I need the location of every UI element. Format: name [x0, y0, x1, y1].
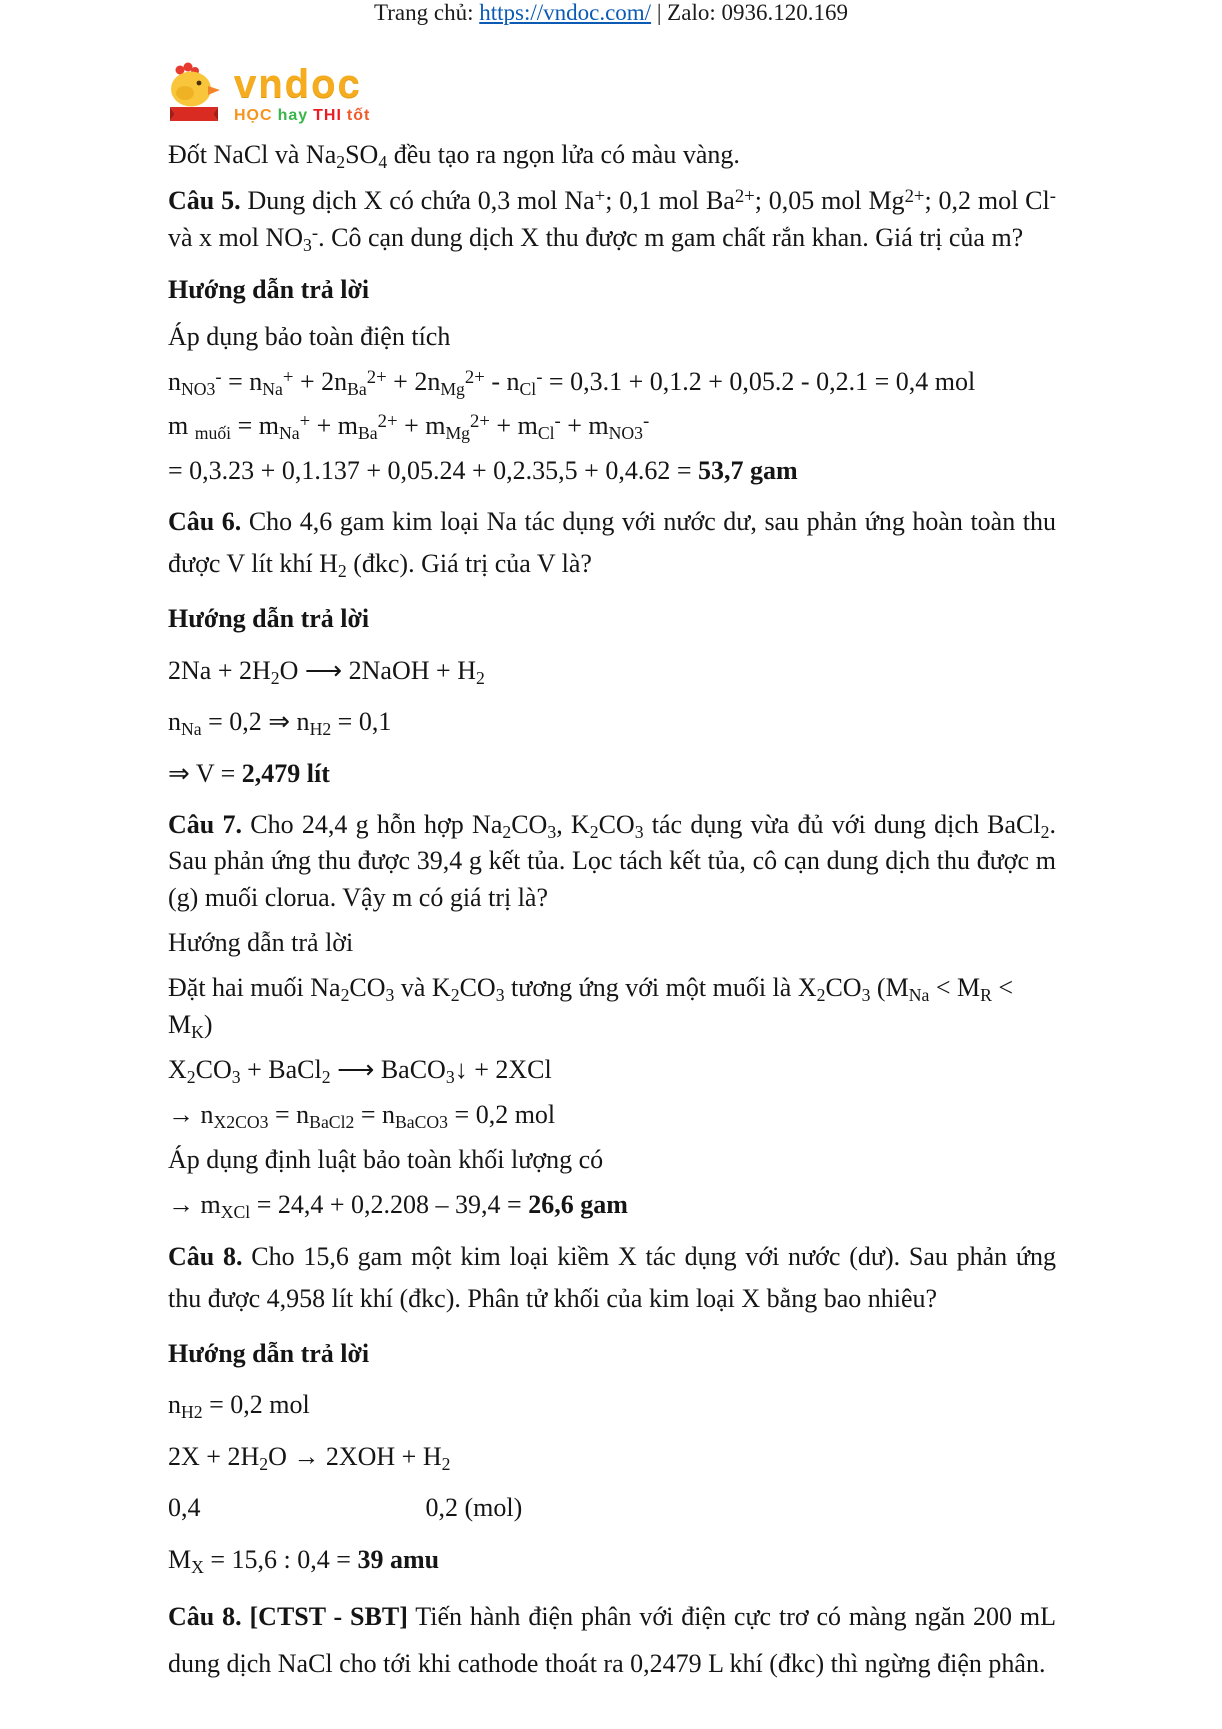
formula-m-salt: m $_{muối} = m_{Na}^+ + m_{Ba}^{2+} + m_{Mg}^{2+} + m_{Cl}^- + m_{NO3}^-$ — [168, 411, 650, 444]
question-5: Câu 5. Dung dịch X có chứa 0,3 mol Na+; 0,1 mol $Ba^{2+}$; 0,05 mol $Mg^{2+}$; 0,2 mol Cl- và x mol $NO_3^-$. Cô cạn dung dịch X thu được m gam chất rắn khan. Giá trị của m? — [168, 186, 1056, 255]
answer-heading-q6: Hướng dẫn trả lời — [168, 604, 370, 634]
equation-x2co3-bacl2: $X_2CO_3$ + BaCl$_2$ ⟶ BaCO$_3$↓ + 2XCl — [168, 1055, 552, 1088]
formula-n-h2: $n_{H2} = 0,2$ mol — [168, 1390, 310, 1423]
answer-heading-q8: Hướng dẫn trả lời — [168, 1339, 370, 1369]
note-flame-test: Đốt NaCl và $Na_2SO_4$ đều tạo ra ngọn lửa có màu vàng. — [168, 140, 740, 172]
logo-tagline-word: THI — [313, 107, 342, 124]
logo-tagline-word: hay — [277, 107, 309, 124]
page-footer — [0, 0, 1222, 26]
equation-x-water: $2X + 2H_2O \to 2XOH + H_2$ — [168, 1441, 451, 1474]
formula-n-no3: $n_{NO3}^- = n_{Na}^+ + 2n_{Ba}^{2+} + 2n_{Mg}^{2+} - n_{Cl}^- = 0,3.1 + 0,1.2 + 0,05.2 - 0,2.1 = 0,4$ mol — [168, 366, 976, 399]
equation-na-water: $2Na + 2H_2O$ ⟶ 2NaOH + $H_2$ — [168, 655, 485, 688]
footer-homepage-link[interactable]: https://vndoc.com/ — [479, 0, 652, 25]
equation-mole-ratio: 0,4 0,2 (mol) — [168, 1493, 523, 1523]
formula-m-salt-result: = 0,3.23 + 0,1.137 + 0,05.24 + 0,2.35,5 + 0,4.62 = 53,7 gam — [168, 455, 798, 485]
question-8-ctst: Câu 8. [CTST - SBT] Tiến hành điện phân với điện cực trơ có màng ngăn 200 mL dung dịch NaCl cho tới khi cathode thoát ra 0,2479 L khí (đkc) thì ngừng điện phân. — [168, 1601, 1056, 1678]
question-6: Câu 6. Cho 4,6 gam kim loại Na tác dụng với nước dư, sau phản ứng hoàn toàn thu được V lít khí $H_2$ (đkc). Giá trị của V là? — [168, 507, 1056, 582]
logo-brand-text: vndoc — [234, 62, 362, 106]
answer-heading-q5: Hướng dẫn trả lời — [168, 275, 370, 305]
document-body — [168, 128, 1056, 1696]
note-mass-conservation: Áp dụng định luật bảo toàn khối lượng có — [168, 1145, 604, 1175]
formula-v-result: ⇒ V = 2,479 lít — [168, 758, 330, 788]
formula-m-x-result: $M_X = 15,6$ : 0,4 = 39 amu — [168, 1544, 440, 1577]
logo-tagline — [234, 108, 375, 124]
logo-tagline-word: tốt — [346, 107, 371, 124]
footer-suffix: | Zalo: 0936.120.169 — [651, 0, 848, 25]
logo-tagline-word: HỌC — [234, 107, 273, 124]
formula-n-na: $n_{Na} = 0,2$ ⇒ $n_{H2} = 0,1$ — [168, 707, 392, 740]
formula-n-x2co3: → $n_{X2CO3} = n_{BaCl2} = n_{BaCO3} = 0,2$ mol — [168, 1099, 556, 1132]
question-7: Câu 7. Cho 24,4 g hỗn hợp $Na_2CO_3$, $K_2CO_3$ tác dụng vừa đủ với dung dịch BaCl$_2$. Sau phản ứng thu được 39,4 g kết tủa. Lọc tách kết tủa, cô cạn dung dịch thu được m (g) muối clorua. Vậy m có giá trị là? — [168, 809, 1056, 912]
note-equivalent-salt: Đặt hai muối $Na_2CO_3$ và $K_2CO_3$ tương ứng với một muối là $X_2CO_3$ $(M_{Na} < M_R < M_K)$ — [168, 973, 1014, 1042]
question-8: Câu 8. Cho 15,6 gam một kim loại kiềm X tác dụng với nước (dư). Sau phản ứng thu được 4,958 lít khí (đkc). Phân tử khối của kim loại X bằng bao nhiêu? — [168, 1241, 1056, 1313]
formula-m-xcl-result: → $m_{XCl} = 24,4 + 0,2.208 - 39,4 = 26,6$ gam — [168, 1190, 628, 1223]
footer-prefix: Trang chủ: — [374, 0, 480, 25]
answer-heading-q7: Hướng dẫn trả lời — [168, 928, 354, 958]
vndoc-logo — [162, 62, 375, 126]
note-charge-conservation: Áp dụng bảo toàn điện tích — [168, 321, 451, 351]
logo-text-block — [234, 64, 375, 124]
chicken-mascot-icon — [162, 62, 226, 126]
